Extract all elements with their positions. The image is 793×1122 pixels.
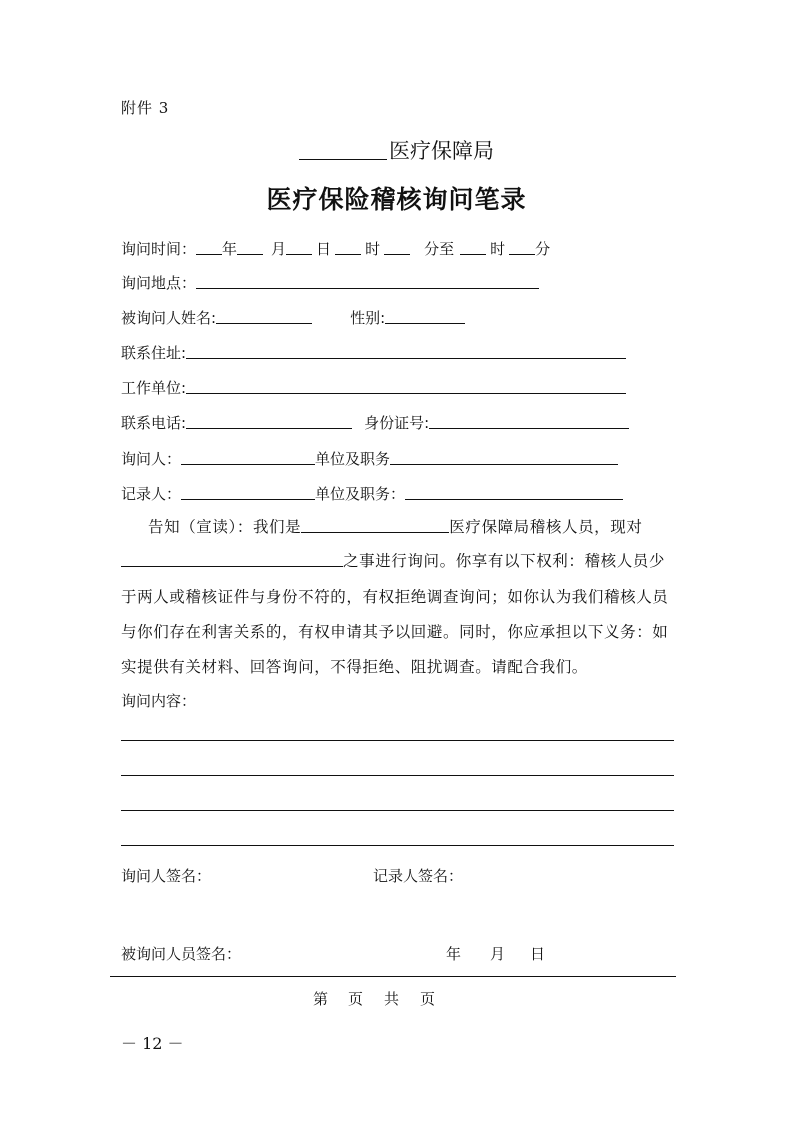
hour-blank[interactable] bbox=[335, 238, 361, 255]
phone-label: 联系电话: bbox=[121, 414, 187, 432]
address-blank[interactable] bbox=[186, 342, 626, 359]
inquirer-row bbox=[121, 448, 618, 470]
bureau-suffix: 医疗保障局 bbox=[389, 139, 494, 163]
page-label: 第 bbox=[313, 990, 329, 1008]
id-number-blank[interactable] bbox=[429, 412, 629, 429]
attachment-label: 附件 3 bbox=[121, 99, 170, 117]
inquiry-time-label: 询问时间： bbox=[121, 240, 197, 258]
person-name-blank[interactable] bbox=[216, 307, 312, 324]
recorder-unit-blank[interactable] bbox=[405, 483, 623, 500]
year-label: 年 bbox=[222, 240, 238, 258]
inquirer-blank[interactable] bbox=[181, 448, 315, 465]
inquirer-signature-label: 询问人签名： bbox=[121, 867, 212, 885]
workplace-label: 工作单位: bbox=[121, 379, 187, 397]
total-unit: 页 bbox=[420, 990, 436, 1008]
phone-id-row bbox=[121, 412, 629, 434]
location-label: 询问地点： bbox=[121, 274, 197, 292]
end-hour-label: 时 bbox=[490, 240, 506, 258]
page-unit: 页 bbox=[348, 990, 364, 1008]
content-line-3[interactable] bbox=[121, 810, 674, 811]
content-line-2[interactable] bbox=[121, 775, 674, 776]
month-blank[interactable] bbox=[237, 238, 263, 255]
sign-year-label: 年 bbox=[446, 945, 462, 963]
document-title: 医疗保险稽核询问笔录 bbox=[266, 185, 527, 214]
content-label: 询问内容： bbox=[121, 692, 197, 710]
notice-text-1: 告知（宣读）：我们是 bbox=[148, 518, 302, 536]
sign-day-label: 日 bbox=[530, 945, 546, 963]
bureau-name-blank[interactable] bbox=[299, 139, 387, 160]
recorder-label: 记录人： bbox=[121, 485, 182, 503]
location-blank[interactable] bbox=[196, 272, 539, 289]
hour-label: 时 bbox=[365, 240, 381, 258]
minute-blank[interactable] bbox=[384, 238, 410, 255]
end-minute-blank[interactable] bbox=[509, 238, 535, 255]
workplace-blank[interactable] bbox=[186, 377, 626, 394]
day-blank[interactable] bbox=[286, 238, 312, 255]
page-number: － 12 － bbox=[121, 1034, 184, 1053]
day-label: 日 bbox=[316, 240, 332, 258]
notice-line-4: 与你们存在利害关系的，有权申请其予以回避。同时，你应承担以下义务：如 bbox=[121, 623, 669, 641]
month-label: 月 bbox=[271, 240, 287, 258]
minute-to-label: 分至 bbox=[424, 240, 455, 258]
footer-divider bbox=[110, 976, 676, 977]
gender-label: 性别: bbox=[350, 309, 386, 327]
inquirer-label: 询问人： bbox=[121, 450, 182, 468]
end-minute-label: 分 bbox=[535, 240, 551, 258]
inquirer-unit-label: 单位及职务 bbox=[315, 450, 391, 468]
address-label: 联系住址: bbox=[121, 344, 187, 362]
content-line-4[interactable] bbox=[121, 845, 674, 846]
recorder-blank[interactable] bbox=[181, 483, 315, 500]
notice-line-3: 于两人或稽核证件与身份不符的，有权拒绝调查询问；如你认为我们稽核人员 bbox=[121, 588, 669, 606]
workplace-row bbox=[121, 377, 626, 399]
notice-text-2: 医疗保障局稽核人员，现对 bbox=[449, 518, 643, 536]
id-number-label: 身份证号: bbox=[364, 414, 430, 432]
interviewee-signature-label: 被询问人员签名： bbox=[121, 945, 242, 963]
gender-blank[interactable] bbox=[385, 307, 465, 324]
total-label: 共 bbox=[384, 990, 400, 1008]
inquirer-unit-blank[interactable] bbox=[390, 448, 618, 465]
matter-blank[interactable] bbox=[121, 550, 343, 567]
person-name-label: 被询问人姓名: bbox=[121, 309, 217, 327]
content-line-1[interactable] bbox=[121, 740, 674, 741]
inquiry-time-row bbox=[121, 238, 550, 260]
notice-line-2 bbox=[121, 549, 676, 573]
recorder-row bbox=[121, 483, 623, 505]
notice-line-1 bbox=[148, 515, 676, 539]
sign-month-label: 月 bbox=[490, 945, 506, 963]
name-gender-row bbox=[121, 307, 465, 329]
end-hour-blank[interactable] bbox=[460, 238, 486, 255]
recorder-signature-label: 记录人签名： bbox=[373, 867, 464, 885]
bureau-blank[interactable] bbox=[301, 516, 449, 533]
bureau-title bbox=[0, 135, 793, 165]
notice-line-5: 实提供有关材料、回答询问，不得拒绝、阻扰调查。请配合我们。 bbox=[121, 658, 588, 676]
location-row bbox=[121, 272, 539, 294]
year-blank[interactable] bbox=[196, 238, 222, 255]
phone-blank[interactable] bbox=[186, 412, 352, 429]
address-row bbox=[121, 342, 626, 364]
notice-text-3: 之事进行询问。你享有以下权利：稽核人员少 bbox=[343, 552, 666, 570]
recorder-unit-label: 单位及职务： bbox=[315, 485, 406, 503]
